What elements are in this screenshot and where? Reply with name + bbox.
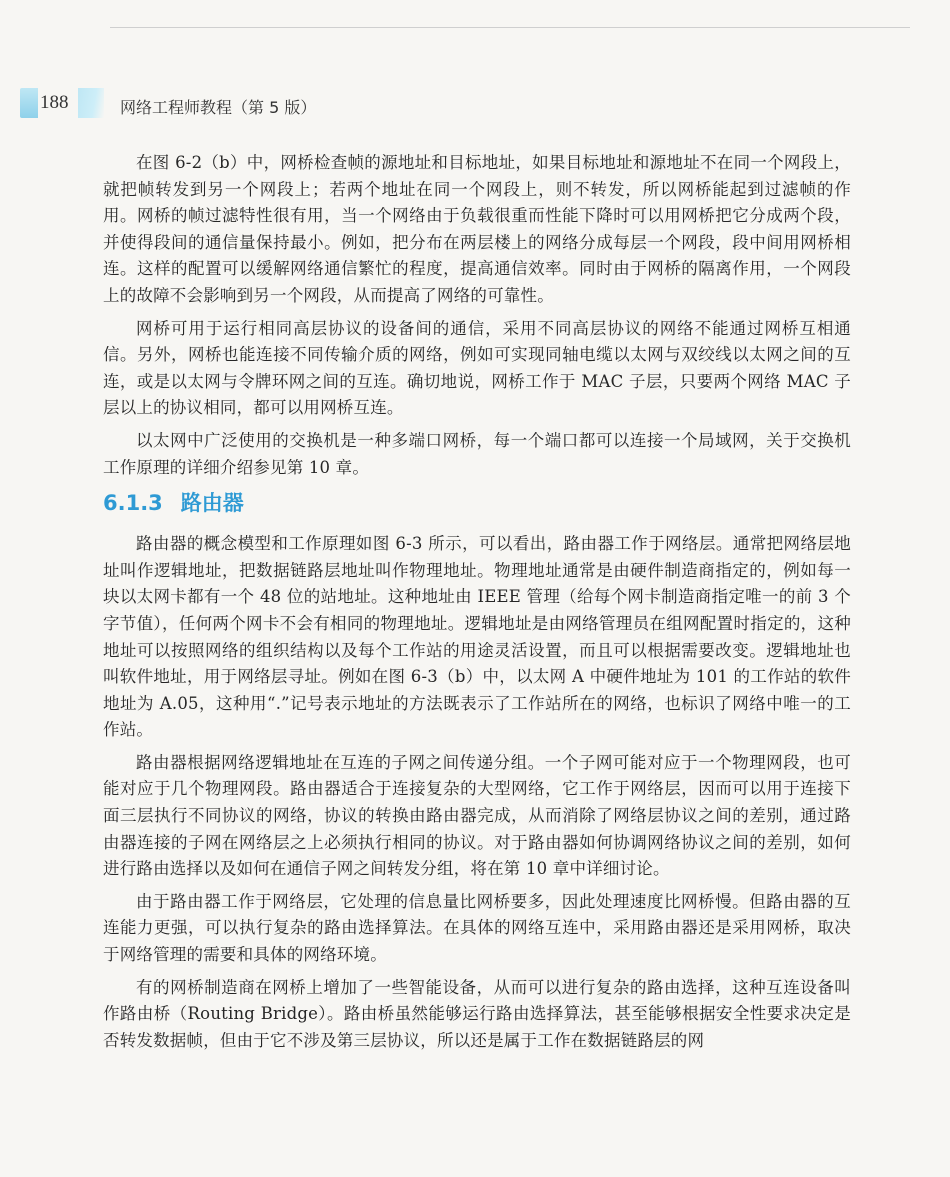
paragraph: 在图 6-2（b）中，网桥检查帧的源地址和目标地址，如果目标地址和源地址不在同一个网段上，就把帧转发到另一个网段上；若两个地址在同一个网段上，则不转发，所以网桥能起到过滤帧的作用。网桥的帧过滤特性很有用，当一个网络由于负载很重而性能下降时可以用网桥把它分成两个段，并使得段间的通信量保持最小。例如，把分布在两层楼上的网络分成每层一个网段，段中间用网桥相连。这样的配置可以缓解网络通信繁忙的程度，提高通信效率。同时由于网桥的隔离作用，一个网段上的故障不会影响到另一个网段，从而提高了网络的可靠性。	[103, 153, 851, 305]
paragraph: 有的网桥制造商在网桥上增加了一些智能设备，从而可以进行复杂的路由选择，这种互连设备叫作路由桥（Routing Bridge）。路由桥虽然能够运行路由选择算法，甚至能够根据安全性要求决定是否转发数据帧，但由于它不涉及第三层协议，所以还是属于工作在数据链路层的网	[103, 977, 851, 1050]
paragraph: 网桥可用于运行相同高层协议的设备间的通信，采用不同高层协议的网络不能通过网桥互相通信。另外，网桥也能连接不同传输介质的网络，例如可实现同轴电缆以太网与双绞线以太网之间的互连，或是以太网与令牌环网之间的互连。确切地说，网桥工作于 MAC 子层，只要两个网络 MAC 子层以上的协议相同，都可以用网桥互连。	[103, 318, 851, 418]
paragraph: 路由器根据网络逻辑地址在互连的子网之间传递分组。一个子网可能对应于一个物理网段，也可能对应于几个物理网段。路由器适合于连接复杂的大型网络，它工作于网络层，因而可以用于连接下面三层执行不同协议的网络，协议的转换由路由器完成，从而消除了网络层协议之间的差别，通过路由器连接的子网在网络层之上必须执行相同的协议。对于路由器如何协调网络协议之间的差别，如何进行路由选择以及如何在通信子网之间转发分组，将在第 10 章中详细讨论。	[103, 752, 851, 879]
paragraph: 由于路由器工作于网络层，它处理的信息量比网桥要多，因此处理速度比网桥慢。但路由器的互连能力更强，可以执行复杂的路由选择算法。在具体的网络互连中，采用路由器还是采用网桥，取决于网络管理的需要和具体的网络环境。	[103, 891, 851, 965]
page-header	[0, 88, 950, 124]
header-tab-decoration	[20, 88, 38, 118]
section-number: 6.1.3	[103, 491, 163, 516]
page-number: 188	[40, 92, 69, 113]
top-rule	[110, 27, 910, 28]
section-heading	[103, 487, 851, 517]
header-tab-decoration	[78, 88, 104, 118]
page-body	[103, 150, 851, 1060]
paragraph: 路由器的概念模型和工作原理如图 6-3 所示，可以看出，路由器工作于网络层。通常把网络层地址叫作逻辑地址，把数据链路层地址叫作物理地址。物理地址通常是由硬件制造商指定的，例如每一块以太网卡都有一个 48 位的站地址。这种地址由 IEEE 管理（给每个网卡制造商指定唯一的前 3 个字节值），任何两个网卡不会有相同的物理地址。逻辑地址是由网络管理员在组网配置时指定的，这种地址可以按照网络的组织结构以及每个工作站的用途灵活设置，而且可以根据需要改变。逻辑地址也叫软件地址，用于网络层寻址。例如在图 6-3（b）中，以太网 A 中硬件地址为 101 的工作站的软件地址为 A.05，这种用“.”记号表示地址的方法既表示了工作站所在的网络，也标识了网络中唯一的工作站。	[103, 534, 851, 740]
running-title: 网络工程师教程（第 5 版）	[120, 98, 317, 117]
paragraph: 以太网中广泛使用的交换机是一种多端口网桥，每一个端口都可以连接一个局域网，关于交换机工作原理的详细介绍参见第 10 章。	[103, 430, 851, 477]
section-title: 路由器	[180, 491, 244, 516]
